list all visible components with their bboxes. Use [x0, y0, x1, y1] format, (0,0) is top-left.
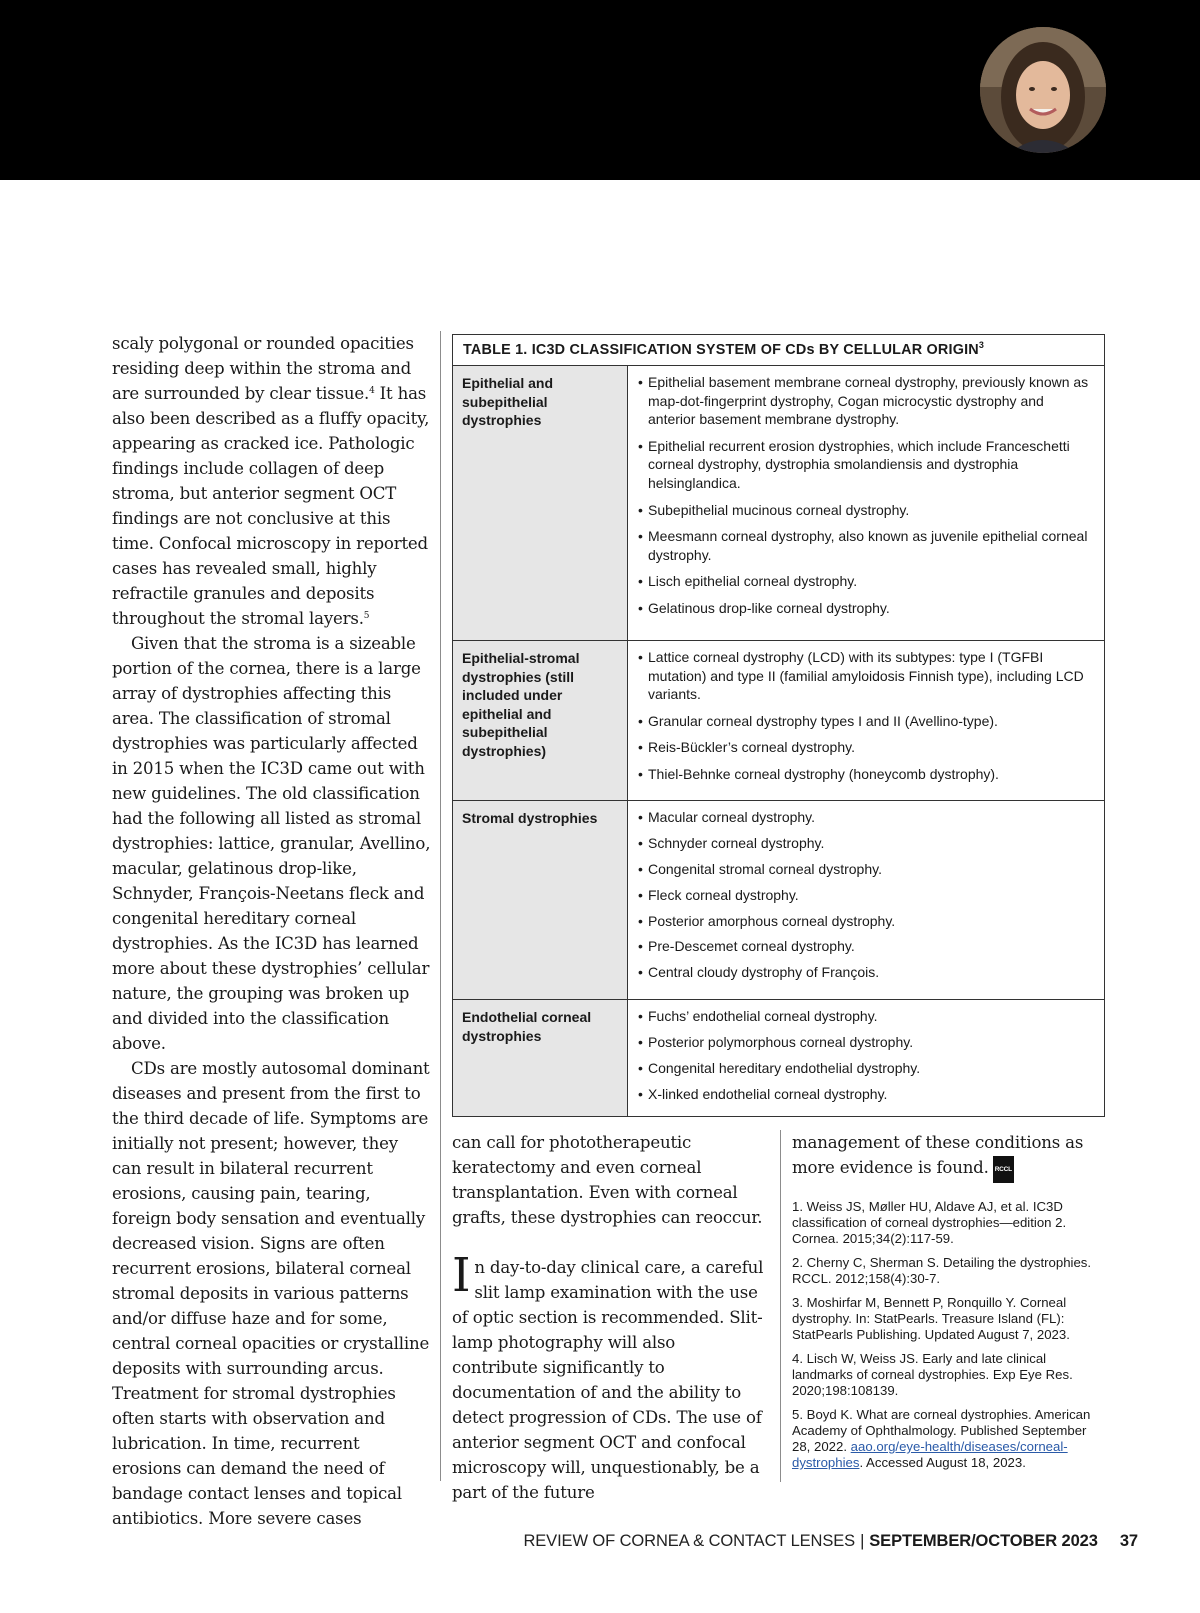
table-category: Endothelial corneal dystrophies	[453, 1000, 628, 1116]
reference-item: 1. Weiss JS, Møller HU, Aldave AJ, et al. IC3D classification of corneal dystrophies—edition 2. Cornea. 2015;34(2):117-59.	[792, 1199, 1067, 1246]
paragraph: management of these conditions as more evidence is found. RCCL	[792, 1130, 1104, 1183]
reference-item: 5. Boyd K. What are corneal dystrophies. American Academy of Ophthalmology. Published September 28, 2022. aao.org/eye-health/diseases/corneal-dystrophies. Accessed August 18, 2023.	[792, 1407, 1091, 1470]
table-row	[453, 801, 1104, 1000]
list-item: • Fleck corneal dystrophy.	[638, 886, 1094, 905]
list-item: • Thiel-Behnke corneal dystrophy (honeycomb dystrophy).	[638, 765, 1094, 784]
table-items	[628, 366, 1104, 640]
list-item: • Granular corneal dystrophy types I and II (Avellino-type).	[638, 712, 1094, 731]
issue-date: SEPTEMBER/OCTOBER 2023	[869, 1532, 1098, 1550]
classification-table	[452, 334, 1105, 1117]
list-item: • Lisch epithelial corneal dystrophy.	[638, 572, 1094, 591]
paragraph: In day-to-day clinical care, a careful slit lamp examination with the use of optic section is recommended. Slit-lamp photography will also contribute significantly to documentation of and the ability to detect progression of CDs. The use of anterior segment OCT and confocal microscopy will, unquestionably, be a part of the future	[452, 1248, 764, 1502]
reference-item: 4. Lisch W, Weiss JS. Early and late clinical landmarks of corneal dystrophies. Exp Eye Res. 2020;198:108139.	[792, 1351, 1073, 1398]
drop-cap: I	[452, 1248, 471, 1303]
paragraph: scaly polygonal or rounded opacities residing deep within the stroma and are surrounded by clear tissue.$^4$ It has also been described as a fluffy opacity, appearing as cracked ice. Pathologic findings include collagen of deep stroma, but anterior segment OCT findings are not conclusive at this time. Confocal microscopy in reported cases has revealed small, highly refractile granules and deposits throughout the stromal layers.$^5$	[112, 334, 430, 628]
list-item: • Posterior polymorphous corneal dystrophy.	[638, 1033, 1094, 1052]
list-item: • Meesmann corneal dystrophy, also known as juvenile epithelial corneal dystrophy.	[638, 527, 1094, 564]
list-item: • Central cloudy dystrophy of François.	[638, 963, 1094, 982]
list-item: • Fuchs’ endothelial corneal dystrophy.	[638, 1007, 1094, 1026]
table-row	[453, 641, 1104, 801]
presenter-avatar	[980, 27, 1106, 153]
table-items	[628, 801, 1104, 999]
page-number: 37	[1119, 1532, 1138, 1550]
table-items	[628, 641, 1104, 800]
paragraph: can call for phototherapeutic keratectomy and even corneal transplantation. Even with corneal grafts, these dystrophies can reoccur.	[452, 1133, 763, 1227]
end-mark-logo: RCCL	[993, 1156, 1014, 1183]
right-text-column	[792, 1130, 1104, 1479]
reference-link[interactable]: aao.org/eye-health/diseases/corneal-dystrophies	[792, 1439, 1068, 1470]
table-items	[628, 1000, 1104, 1116]
list-item: • Subepithelial mucinous corneal dystrophy.	[638, 501, 1094, 520]
reference-item: 3. Moshirfar M, Bennett P, Ronquillo Y. Corneal dystrophy. In: StatPearls. Treasure Island (FL): StatPearls Publishing. Updated August 7, 2023.	[792, 1295, 1070, 1342]
table-row	[453, 366, 1104, 641]
list-item: • Posterior amorphous corneal dystrophy.	[638, 912, 1094, 931]
table-category: Epithelial and subepithelial dystrophies	[453, 366, 628, 640]
reference-item: 2. Cherny C, Sherman S. Detailing the dystrophies. RCCL. 2012;158(4):30-7.	[792, 1255, 1092, 1286]
list-item: • Reis-Bückler’s corneal dystrophy.	[638, 738, 1094, 757]
list-item: • Epithelial basement membrane corneal dystrophy, previously known as map-dot-fingerprint dystrophy, Cogan microcystic dystrophy and anterior basement membrane dystrophy.	[638, 373, 1094, 429]
paragraph: Given that the stroma is a sizeable portion of the cornea, there is a large array of dystrophies affecting this area. The classification of stromal dystrophies was particularly affected in 2015 when the IC3D came out with new guidelines. The old classification had the following all listed as stromal dystrophies: lattice, granular, Avellino, macular, gelatinous drop-like, Schnyder, François-Neetans fleck and congenital hereditary corneal dystrophies. As the IC3D has learned more about these dystrophies’ cellular nature, the grouping was broken up and divided into the classification above.	[112, 634, 431, 1053]
paragraph: CDs are mostly autosomal dominant diseases and present from the first to the third decade of life. Symptoms are initially not present; however, they can result in bilateral recurrent erosions, causing pain, tearing, foreign body sensation and eventually decreased vision. Signs are often recurrent erosions, bilateral corneal stromal deposits in various patterns and/or diffuse haze and for some, central corneal opacities or crystalline deposits with surrounding arcus. Treatment for stromal dystrophies often starts with observation and lubrication. In time, recurrent erosions can demand the need of bandage contact lenses and topical antibiotics. More severe cases	[112, 1059, 430, 1528]
publication-name: REVIEW OF CORNEA & CONTACT LENSES	[523, 1532, 856, 1550]
list-item: • Lattice corneal dystrophy (LCD) with its subtypes: type I (TGFBI mutation) and type II (familial amyloidosis Finnish type), including LCD variants.	[638, 648, 1094, 704]
references	[792, 1199, 1104, 1471]
table-category: Epithelial-stromal dystrophies (still included under epithelial and subepithelial dystrophies)	[453, 641, 628, 800]
list-item: • Macular corneal dystrophy.	[638, 808, 1094, 827]
footer-separator: |	[860, 1532, 865, 1550]
table-row	[453, 1000, 1104, 1116]
list-item: • Pre-Descemet corneal dystrophy.	[638, 937, 1094, 956]
table-title: TABLE 1. IC3D CLASSIFICATION SYSTEM OF CDs BY CELLULAR ORIGIN$^3$	[453, 335, 1104, 366]
left-text-column	[112, 331, 432, 1531]
list-item: • Gelatinous drop-like corneal dystrophy.	[638, 599, 1094, 618]
table-category: Stromal dystrophies	[453, 801, 628, 999]
page-footer	[523, 1532, 1138, 1551]
column-divider	[440, 331, 441, 1481]
middle-text-column	[452, 1130, 764, 1505]
video-header-bar	[0, 0, 1200, 180]
list-item: • Congenital hereditary endothelial dystrophy.	[638, 1059, 1094, 1078]
list-item: • Epithelial recurrent erosion dystrophies, which include Franceschetti corneal dystrophy, dystrophia smolandiensis and dystrophia helsinglandica.	[638, 437, 1094, 493]
list-item: • X-linked endothelial corneal dystrophy.	[638, 1085, 1094, 1104]
list-item: • Schnyder corneal dystrophy.	[638, 834, 1094, 853]
column-divider	[780, 1130, 781, 1482]
list-item: • Congenital stromal corneal dystrophy.	[638, 860, 1094, 879]
